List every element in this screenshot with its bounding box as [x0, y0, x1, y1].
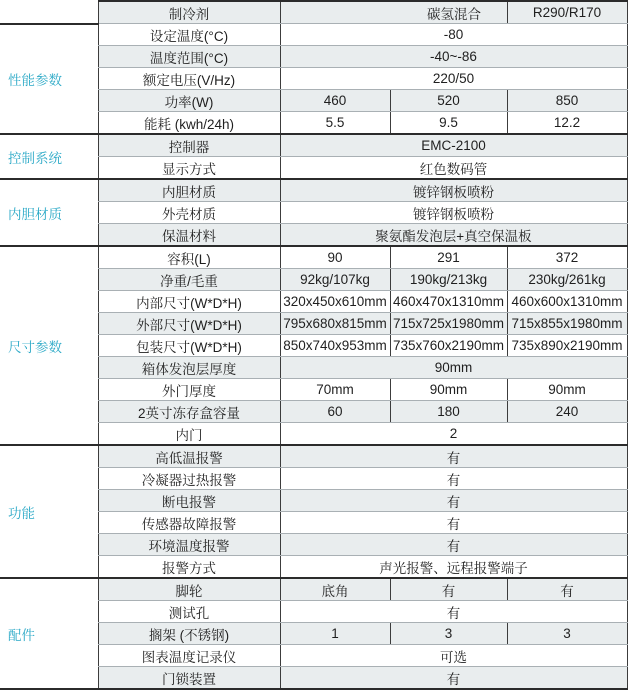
value-cell: 850x740x953mm: [280, 335, 390, 357]
value-cell: 220/50: [280, 68, 627, 90]
param-name-cell: 冷凝器过热报警: [98, 468, 280, 490]
value-cell: 聚氨酯发泡层+真空保温板: [280, 224, 627, 247]
value-cell: 红色数码管: [280, 157, 627, 180]
value-cell: 90mm: [390, 379, 507, 401]
param-name-cell: 门锁装置: [98, 667, 280, 690]
param-name-cell: 内胆材质: [98, 179, 280, 202]
table-row: [0, 179, 627, 202]
value-cell: 291: [390, 246, 507, 269]
value-cell: 372: [507, 246, 627, 269]
category-cell-empty: [0, 1, 98, 24]
value-cell: 60: [280, 401, 390, 423]
value-cell: 850: [507, 90, 627, 112]
value-cell: 230kg/261kg: [507, 269, 627, 291]
value-cell: 有: [280, 667, 627, 690]
table-row: [0, 24, 627, 46]
value-cell: 460x600x1310mm: [507, 291, 627, 313]
value-cell: 12.2: [507, 112, 627, 135]
param-name-cell: 箱体发泡层厚度: [98, 357, 280, 379]
value-cell: 320x450x610mm: [280, 291, 390, 313]
value-cell: EMC-2100: [280, 134, 627, 157]
param-name-cell: 外部尺寸(W*D*H): [98, 313, 280, 335]
param-name-cell: 功率(W): [98, 90, 280, 112]
param-name-cell: 制冷剂: [98, 1, 280, 24]
value-cell: 镀锌钢板喷粉: [280, 179, 627, 202]
param-name-cell: 传感器故障报警: [98, 512, 280, 534]
value-cell: 2: [280, 423, 627, 446]
param-name-cell: 容积(L): [98, 246, 280, 269]
value-cell: 1: [280, 623, 390, 645]
value-cell: 190kg/213kg: [390, 269, 507, 291]
param-name-cell: 脚轮: [98, 578, 280, 601]
value-cell: R290/R170: [507, 1, 627, 24]
param-name-cell: 搁架 (不锈钢): [98, 623, 280, 645]
param-name-cell: 外壳材质: [98, 202, 280, 224]
value-cell: 795x680x815mm: [280, 313, 390, 335]
param-name-cell: 外门厚度: [98, 379, 280, 401]
param-name-cell: 内门: [98, 423, 280, 446]
category-cell: 尺寸参数: [0, 246, 98, 445]
value-cell: 声光报警、远程报警端子: [280, 556, 627, 579]
category-cell: 性能参数: [0, 24, 98, 135]
param-name-cell: 控制器: [98, 134, 280, 157]
param-name-cell: 测试孔: [98, 601, 280, 623]
value-cell: 5.5: [280, 112, 390, 135]
param-name-cell: 环境温度报警: [98, 534, 280, 556]
category-cell: 内胆材质: [0, 179, 98, 246]
value-cell: 520: [390, 90, 507, 112]
value-cell: 底角: [280, 578, 390, 601]
value-cell: 有: [507, 578, 627, 601]
value-cell: 3: [507, 623, 627, 645]
value-cell: 有: [390, 578, 507, 601]
value-cell: 有: [280, 445, 627, 468]
value-cell: -80: [280, 24, 627, 46]
value-cell: 460: [280, 90, 390, 112]
param-name-cell: 设定温度(°C): [98, 24, 280, 46]
param-name-cell: 显示方式: [98, 157, 280, 180]
value-cell: 735x760x2190mm: [390, 335, 507, 357]
value-cell: 有: [280, 490, 627, 512]
value-cell: 镀锌钢板喷粉: [280, 202, 627, 224]
value-cell: 90mm: [280, 357, 627, 379]
value-cell: 92kg/107kg: [280, 269, 390, 291]
param-name-cell: 断电报警: [98, 490, 280, 512]
table-row: [0, 134, 627, 157]
param-name-cell: 能耗 (kwh/24h): [98, 112, 280, 135]
category-cell: 配件: [0, 578, 98, 689]
value-cell: 90: [280, 246, 390, 269]
value-cell: -40~-86: [280, 46, 627, 68]
value-cell: 9.5: [390, 112, 507, 135]
value-cell: 碳氢混合: [280, 1, 507, 24]
value-cell: 可选: [280, 645, 627, 667]
param-name-cell: 温度范围(°C): [98, 46, 280, 68]
param-name-cell: 内部尺寸(W*D*H): [98, 291, 280, 313]
param-name-cell: 高低温报警: [98, 445, 280, 468]
value-cell: 70mm: [280, 379, 390, 401]
param-name-cell: 报警方式: [98, 556, 280, 579]
table-row: [0, 246, 627, 269]
table-row: [0, 445, 627, 468]
value-cell: 有: [280, 601, 627, 623]
value-cell: 有: [280, 534, 627, 556]
table-row: [0, 578, 627, 601]
param-name-cell: 额定电压(V/Hz): [98, 68, 280, 90]
value-cell: 有: [280, 512, 627, 534]
value-cell: 715x855x1980mm: [507, 313, 627, 335]
value-cell: 240: [507, 401, 627, 423]
value-cell: 715x725x1980mm: [390, 313, 507, 335]
value-cell: 3: [390, 623, 507, 645]
value-cell: 180: [390, 401, 507, 423]
param-name-cell: 包装尺寸(W*D*H): [98, 335, 280, 357]
table-row: [0, 1, 627, 24]
param-name-cell: 2英寸冻存盒容量: [98, 401, 280, 423]
category-cell: 功能: [0, 445, 98, 578]
value-cell: 有: [280, 468, 627, 490]
param-name-cell: 图表温度记录仪: [98, 645, 280, 667]
value-cell: 735x890x2190mm: [507, 335, 627, 357]
value-cell: 460x470x1310mm: [390, 291, 507, 313]
category-cell: 控制系统: [0, 134, 98, 179]
param-name-cell: 保温材料: [98, 224, 280, 247]
value-cell: 90mm: [507, 379, 627, 401]
param-name-cell: 净重/毛重: [98, 269, 280, 291]
